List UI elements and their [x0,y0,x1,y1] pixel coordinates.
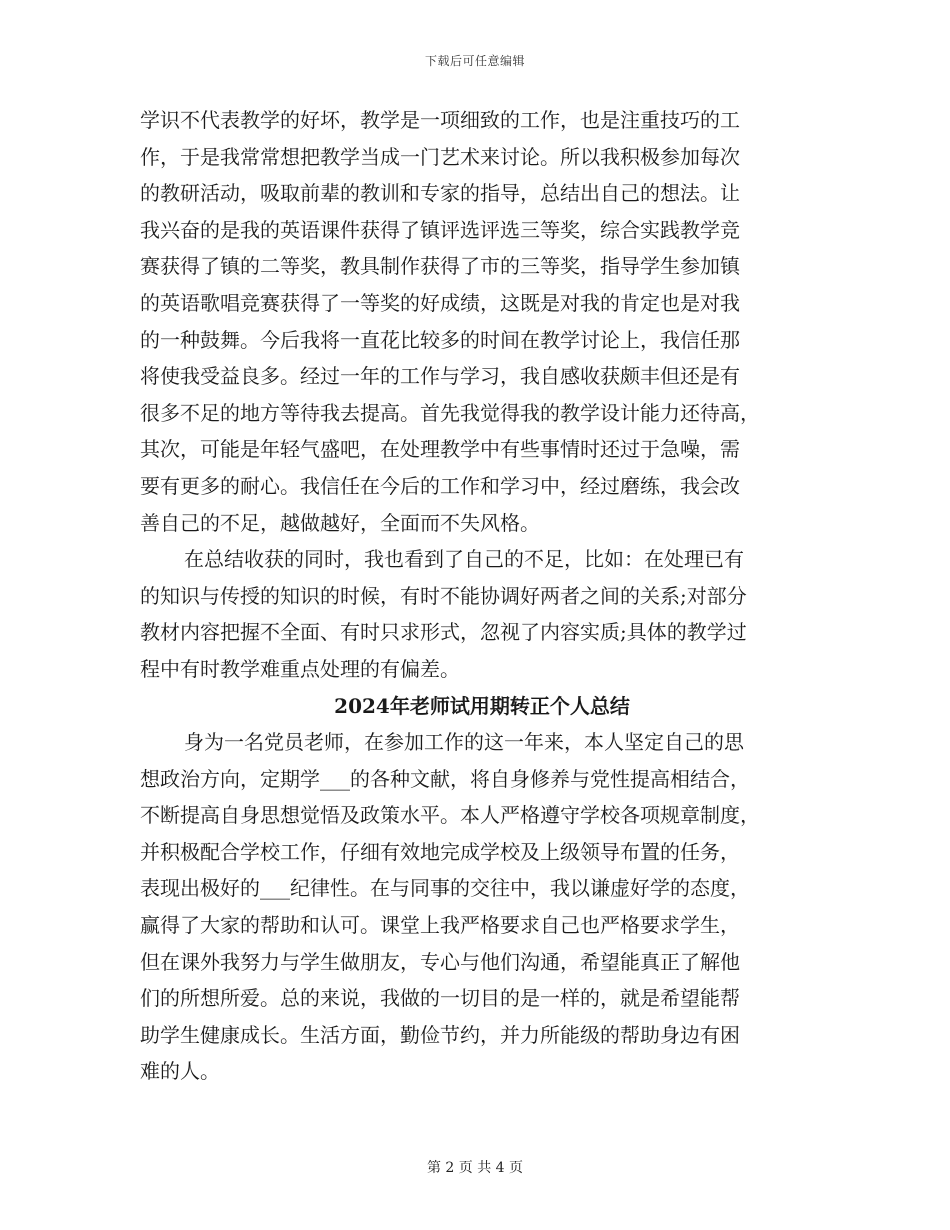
section-title: 2024年老师试用期转正个人总结 [334,693,630,718]
text-line: 的教研活动，吸取前辈的教训和专家的指导，总结出自己的想法。让 [140,181,740,206]
text-line: 不断提高自身思想觉悟及政策水平。本人严格遵守学校各项规章制度， [140,803,760,828]
text-line: 将使我受益良多。经过一年的工作与学习，我自感收获颇丰但还是有 [140,364,740,389]
paragraph-2 [140,541,812,687]
paragraph-3 [140,724,812,1090]
text-line: 难的人。 [140,1059,220,1084]
text-line: 要有更多的耐心。我信任在今后的工作和学习中，经过磨练，我会改 [140,473,740,498]
text-line: 的知识与传授的知识的时候，有时不能协调好两者之间的关系;对部分 [140,583,747,608]
text-line: 很多不足的地方等待我去提高。首先我觉得我的教学设计能力还待高， [140,400,760,425]
text-line: 但在课外我努力与学生做朋友，专心与他们沟通，希望能真正了解他 [140,949,740,974]
text-line: 赛获得了镇的二等奖，教具制作获得了市的三等奖，指导学生参加镇 [140,254,740,279]
text-line: 的一种鼓舞。今后我将一直花比较多的时间在教学讨论上，我信任那 [140,327,740,352]
text-line: 善自己的不足，越做越好，全面而不失风格。 [140,510,540,535]
document-body [140,102,812,1090]
paragraph-1 [140,102,812,541]
text-line: 赢得了大家的帮助和认可。课堂上我严格要求自己也严格要求学生， [140,913,740,938]
text-line: 们的所想所爱。总的来说，我做的一切目的是一样的，就是希望能帮 [140,986,740,1011]
text-line: 想政治方向，定期学___的各种文献，将自身修养与党性提高相结合， [140,766,750,791]
text-line: 教材内容把握不全面、有时只求形式，忽视了内容实质;具体的教学过 [140,620,747,645]
text-line: 学识不代表教学的好坏，教学是一项细致的工作，也是注重技巧的工 [140,108,740,132]
text-line: 我兴奋的是我的英语课件获得了镇评选评选三等奖，综合实践教学竞 [140,217,740,242]
text-line: 作，于是我常常想把教学当成一门艺术来讨论。所以我积极参加每次 [140,144,740,169]
page-header: 下载后可任意编辑 [424,54,525,68]
text-line: 表现出极好的___纪律性。在与同事的交往中，我以谦虚好学的态度， [140,876,750,901]
text-line: 助学生健康成长。生活方面，勤俭节约，并力所能级的帮助身边有困 [140,1022,740,1047]
text-line: 身为一名党员老师，在参加工作的这一年来，本人坚定自己的思 [184,730,744,755]
text-line: 程中有时教学难重点处理的有偏差。 [140,656,460,681]
text-line: 在总结收获的同时，我也看到了自己的不足，比如：在处理已有 [184,547,744,572]
text-line: 并积极配合学校工作，仔细有效地完成学校及上级领导布置的任务， [140,839,740,864]
text-line: 其次，可能是年轻气盛吧，在处理教学中有些事情时还过于急噪，需 [140,437,740,462]
text-line: 的英语歌唱竞赛获得了一等奖的好成绩，这既是对我的肯定也是对我 [140,290,740,315]
page-number-footer: 第 2 页 共 4 页 [426,1160,524,1176]
